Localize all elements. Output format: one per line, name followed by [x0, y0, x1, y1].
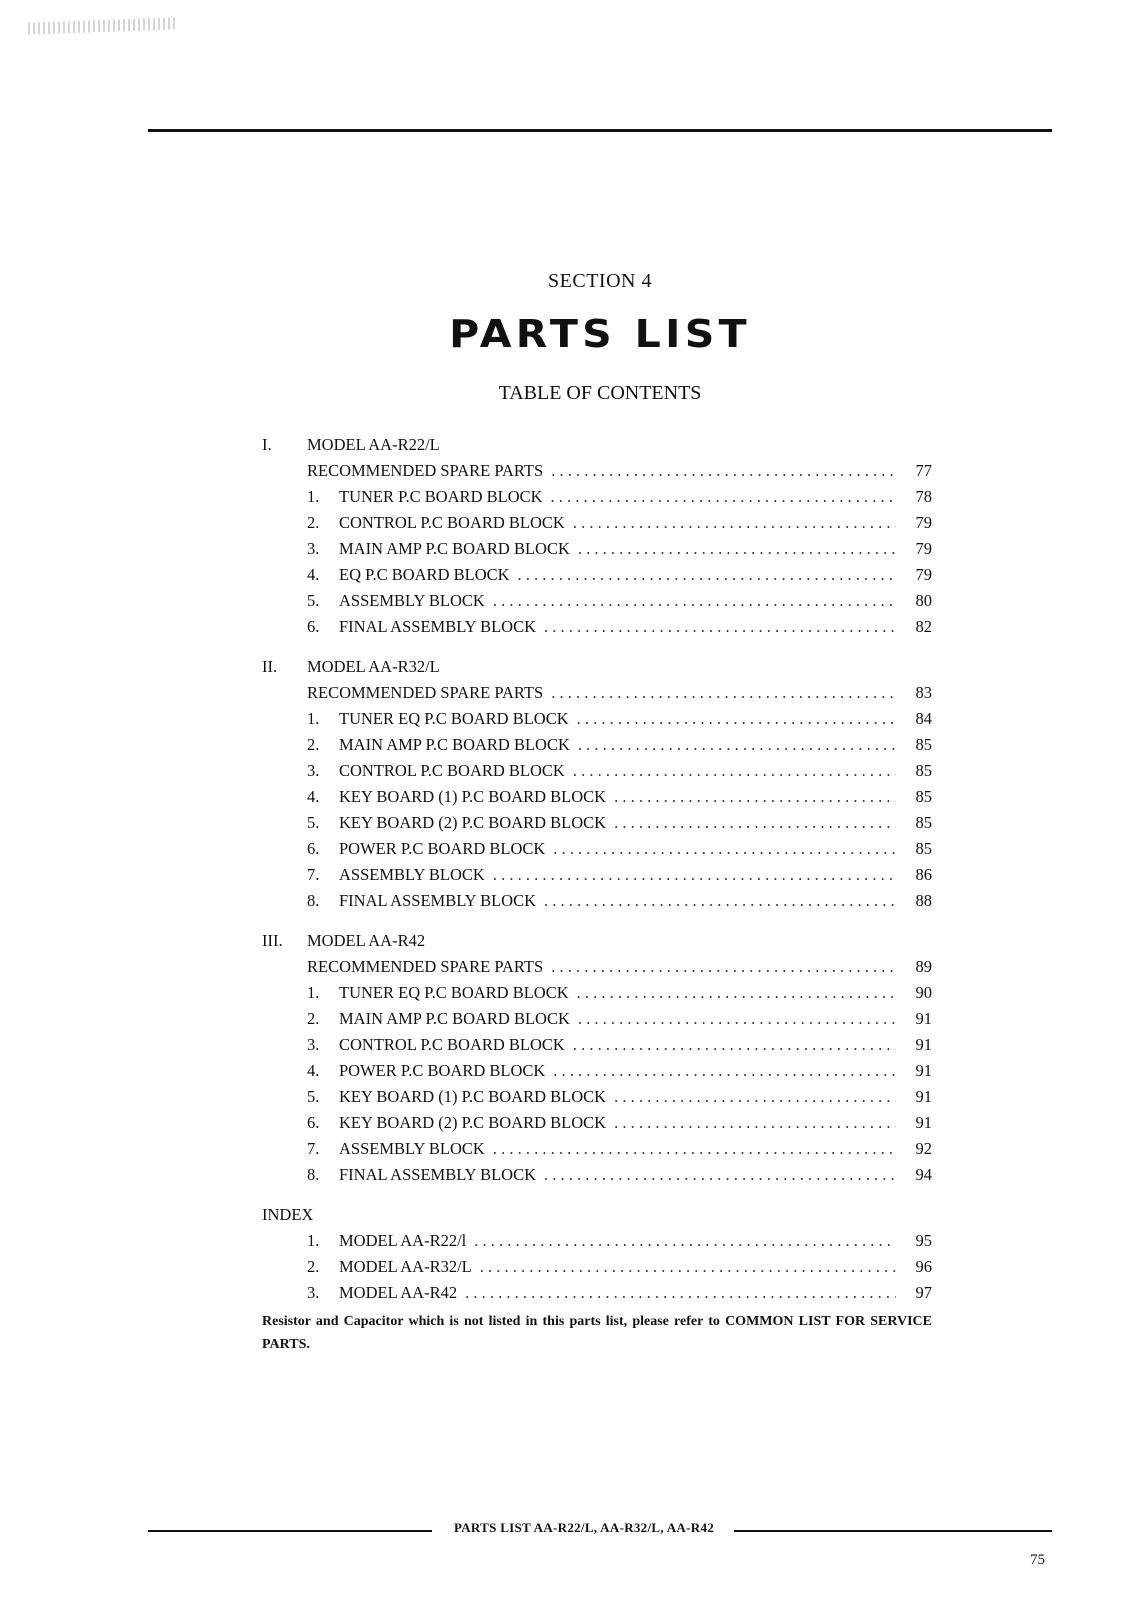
page-number: 75	[1030, 1552, 1045, 1568]
dot-leader	[493, 1136, 896, 1162]
entry-page-number: 85	[915, 735, 932, 754]
dot-leader	[573, 758, 896, 784]
top-rule	[148, 129, 1052, 132]
dot-leader	[614, 810, 896, 836]
entry-label: CONTROL P.C BOARD BLOCK	[339, 513, 565, 532]
entry-label: TUNER EQ P.C BOARD BLOCK	[339, 709, 569, 728]
entry-number: 2.	[307, 735, 320, 754]
toc-entry	[262, 1006, 932, 1032]
toc-entry	[262, 732, 932, 758]
toc-group-heading	[262, 928, 932, 954]
dot-leader	[518, 562, 896, 588]
entry-number: 6.	[307, 839, 320, 858]
dot-leader	[544, 888, 896, 914]
dot-leader	[553, 836, 896, 862]
toc-group	[262, 432, 932, 640]
entry-number: 8.	[307, 891, 320, 910]
footer-text: PARTS LIST AA-R22/L, AA-R32/L, AA-R42	[453, 1520, 715, 1535]
entry-number: 1.	[307, 487, 320, 506]
entry-label: TUNER EQ P.C BOARD BLOCK	[339, 983, 569, 1002]
entry-label: MAIN AMP P.C BOARD BLOCK	[339, 1009, 570, 1028]
scan-artifact	[28, 17, 178, 34]
entry-page-number: 90	[915, 983, 932, 1002]
toc-entry	[262, 562, 932, 588]
entry-page-number: 77	[915, 461, 932, 480]
entry-number: 7.	[307, 1139, 320, 1158]
entry-label: CONTROL P.C BOARD BLOCK	[339, 1035, 565, 1054]
entry-page-number: 91	[915, 1113, 932, 1132]
entry-number: 6.	[307, 1113, 320, 1132]
entry-page-number: 84	[915, 709, 932, 728]
group-model: MODEL AA-R22/L	[307, 435, 440, 454]
dot-leader	[544, 614, 896, 640]
section-label: SECTION 4	[548, 270, 652, 292]
toc-entry	[262, 706, 932, 732]
entry-number: 3.	[307, 1283, 320, 1302]
entry-label: RECOMMENDED SPARE PARTS	[307, 461, 544, 480]
entry-label: MODEL AA-R22/l	[339, 1231, 467, 1250]
entry-page-number: 79	[915, 513, 932, 532]
entry-page-number: 96	[915, 1257, 932, 1276]
entry-page-number: 92	[915, 1139, 932, 1158]
entry-number: 2.	[307, 1257, 320, 1276]
entry-page-number: 91	[915, 1035, 932, 1054]
dot-leader	[551, 680, 896, 706]
entry-page-number: 95	[915, 1231, 932, 1250]
footer	[148, 1520, 1052, 1542]
entry-page-number: 85	[915, 787, 932, 806]
entry-number: 5.	[307, 813, 320, 832]
dot-leader	[544, 1162, 896, 1188]
entry-page-number: 82	[915, 617, 932, 636]
dot-leader	[465, 1280, 896, 1306]
entry-page-number: 85	[915, 839, 932, 858]
toc-entry	[262, 980, 932, 1006]
toc-entry	[262, 954, 932, 980]
toc-entry	[262, 1280, 932, 1306]
toc-entry	[262, 484, 932, 510]
dot-leader	[551, 484, 896, 510]
dot-leader	[578, 1006, 896, 1032]
group-model: MODEL AA-R32/L	[307, 657, 440, 676]
toc-entry	[262, 1058, 932, 1084]
dot-leader	[578, 732, 896, 758]
dot-leader	[551, 954, 896, 980]
toc-entry	[262, 588, 932, 614]
entry-label: EQ P.C BOARD BLOCK	[339, 565, 510, 584]
entry-page-number: 83	[915, 683, 932, 702]
entry-label: KEY BOARD (1) P.C BOARD BLOCK	[339, 1087, 607, 1106]
entry-label: FINAL ASSEMBLY BLOCK	[339, 1165, 536, 1184]
toc-entry	[262, 510, 932, 536]
entry-label: MAIN AMP P.C BOARD BLOCK	[339, 735, 570, 754]
dot-leader	[474, 1228, 896, 1254]
dot-leader	[553, 1058, 896, 1084]
dot-leader	[577, 706, 896, 732]
entry-label: TUNER P.C BOARD BLOCK	[339, 487, 543, 506]
entry-label: RECOMMENDED SPARE PARTS	[307, 957, 544, 976]
group-model: MODEL AA-R42	[307, 931, 426, 950]
entry-number: 2.	[307, 513, 320, 532]
dot-leader	[493, 588, 896, 614]
entry-label: MODEL AA-R42	[339, 1283, 458, 1302]
entry-label: FINAL ASSEMBLY BLOCK	[339, 891, 536, 910]
footer-rule-left	[148, 1530, 432, 1532]
toc-entry	[262, 1110, 932, 1136]
entry-number: 8.	[307, 1165, 320, 1184]
entry-label: CONTROL P.C BOARD BLOCK	[339, 761, 565, 780]
toc-group-heading	[262, 1202, 932, 1228]
toc-title: TABLE OF CONTENTS	[498, 382, 702, 404]
entry-page-number: 85	[915, 761, 932, 780]
toc-entry	[262, 614, 932, 640]
entry-label: ASSEMBLY BLOCK	[339, 865, 485, 884]
entry-number: 5.	[307, 1087, 320, 1106]
entry-number: 4.	[307, 787, 320, 806]
entry-number: 3.	[307, 1035, 320, 1054]
entry-number: 1.	[307, 709, 320, 728]
entry-number: 6.	[307, 617, 320, 636]
dot-leader	[480, 1254, 896, 1280]
entry-page-number: 86	[915, 865, 932, 884]
entry-label: KEY BOARD (2) P.C BOARD BLOCK	[339, 813, 607, 832]
toc-group-heading	[262, 654, 932, 680]
entry-page-number: 89	[915, 957, 932, 976]
dot-leader	[614, 1110, 896, 1136]
entry-number: 4.	[307, 1061, 320, 1080]
entry-page-number: 79	[915, 565, 932, 584]
entry-label: MODEL AA-R32/L	[339, 1257, 472, 1276]
dot-leader	[614, 784, 896, 810]
entry-label: FINAL ASSEMBLY BLOCK	[339, 617, 536, 636]
entry-number: 1.	[307, 1231, 320, 1250]
entry-page-number: 97	[915, 1283, 932, 1302]
toc-entry	[262, 680, 932, 706]
entry-label: ASSEMBLY BLOCK	[339, 591, 485, 610]
toc-group	[262, 654, 932, 914]
entry-label: KEY BOARD (2) P.C BOARD BLOCK	[339, 1113, 607, 1132]
entry-label: RECOMMENDED SPARE PARTS	[307, 683, 544, 702]
entry-page-number: 85	[915, 813, 932, 832]
entry-number: 7.	[307, 865, 320, 884]
dot-leader	[614, 1084, 896, 1110]
entry-number: 5.	[307, 591, 320, 610]
toc-group	[262, 1202, 932, 1306]
dot-leader	[493, 862, 896, 888]
toc-entry	[262, 1162, 932, 1188]
dot-leader	[573, 1032, 896, 1058]
toc-group-heading	[262, 432, 932, 458]
entry-label: POWER P.C BOARD BLOCK	[339, 1061, 546, 1080]
entry-label: MAIN AMP P.C BOARD BLOCK	[339, 539, 570, 558]
toc-entry	[262, 1032, 932, 1058]
entry-number: 2.	[307, 1009, 320, 1028]
entry-page-number: 88	[915, 891, 932, 910]
toc-entry	[262, 1254, 932, 1280]
toc-entry	[262, 536, 932, 562]
entry-label: KEY BOARD (1) P.C BOARD BLOCK	[339, 787, 607, 806]
toc-entry	[262, 458, 932, 484]
footer-rule-right	[734, 1530, 1052, 1532]
toc-entry	[262, 1136, 932, 1162]
entry-number: 1.	[307, 983, 320, 1002]
group-numeral: III.	[262, 931, 283, 950]
entry-page-number: 91	[915, 1087, 932, 1106]
table-of-contents	[262, 432, 932, 1320]
dot-leader	[578, 536, 896, 562]
entry-page-number: 78	[915, 487, 932, 506]
dot-leader	[577, 980, 896, 1006]
entry-page-number: 94	[915, 1165, 932, 1184]
toc-entry	[262, 810, 932, 836]
note-text: Resistor and Capacitor which is not listed in this parts list, please refer to COMMON LIST FOR SERVICE PARTS.	[262, 1314, 932, 1352]
entry-label: ASSEMBLY BLOCK	[339, 1139, 485, 1158]
toc-entry	[262, 836, 932, 862]
group-numeral: INDEX	[262, 1205, 314, 1224]
entry-page-number: 91	[915, 1061, 932, 1080]
dot-leader	[573, 510, 896, 536]
page-title: PARTS LIST	[449, 312, 751, 356]
toc-group	[262, 928, 932, 1188]
entry-page-number: 80	[915, 591, 932, 610]
toc-entry	[262, 1084, 932, 1110]
entry-number: 4.	[307, 565, 320, 584]
entry-page-number: 79	[915, 539, 932, 558]
group-numeral: II.	[262, 657, 278, 676]
toc-entry	[262, 888, 932, 914]
entry-number: 3.	[307, 539, 320, 558]
toc-entry	[262, 862, 932, 888]
entry-number: 3.	[307, 761, 320, 780]
entry-label: POWER P.C BOARD BLOCK	[339, 839, 546, 858]
entry-page-number: 91	[915, 1009, 932, 1028]
toc-entry	[262, 758, 932, 784]
dot-leader	[551, 458, 896, 484]
toc-entry	[262, 784, 932, 810]
toc-entry	[262, 1228, 932, 1254]
group-numeral: I.	[262, 435, 272, 454]
